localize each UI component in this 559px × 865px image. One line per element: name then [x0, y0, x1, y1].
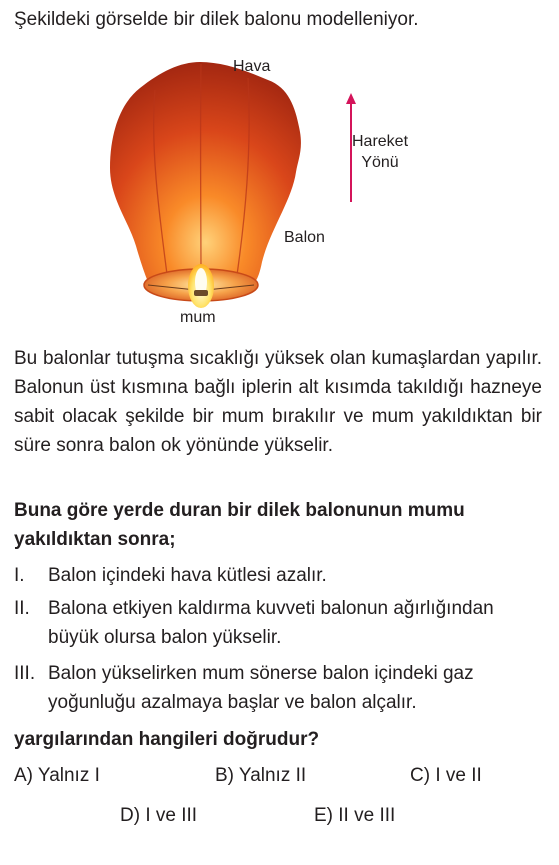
label-direction	[352, 131, 408, 173]
label-direction-line1: Hareket	[352, 133, 409, 150]
label-direction-line2: Yönü	[361, 154, 399, 171]
label-air: Hava	[233, 58, 271, 75]
statement-number: II.	[14, 598, 30, 619]
question-closing: yargılarından hangileri doğrudur?	[14, 729, 320, 750]
question-stem: Buna göre yerde duran bir dilek balonunun mumu yakıldıktan sonra;	[14, 500, 465, 550]
statement-text: Balon yükselirken mum sönerse balon içindeki gaz yoğunluğu azalmaya başlar ve balon alçalır.	[48, 663, 474, 713]
sky-lantern-illustration	[0, 50, 559, 340]
description-paragraph: Bu balonlar tutuşma sıcaklığı yüksek olan kumaşlardan yapılır. Balonun üst kısmına bağlı iplerin alt kısımda takıldığı hazneye sabit olacak şekilde bir mum bırakılır ve mum yakıldıktan bir süre sonra balon ok yönünde yükselir.	[14, 348, 542, 456]
statement-text: Balona etkiyen kaldırma kuvveti balonun ağırlığından büyük olursa balon yükselir.	[48, 598, 494, 648]
statement-number: I.	[14, 565, 25, 586]
balloon-body	[110, 62, 301, 282]
statement-number: III.	[14, 663, 36, 684]
label-balloon: Balon	[284, 229, 325, 246]
statement-text: Balon içindeki hava kütlesi azalır.	[48, 565, 327, 586]
statement-3	[14, 659, 542, 717]
statement-2	[14, 594, 542, 652]
intro-text: Şekildeki görselde bir dilek balonu modelleniyor.	[14, 9, 419, 30]
label-candle: mum	[180, 309, 216, 326]
option-b[interactable]: B) Yalnız II	[215, 765, 307, 786]
statement-1	[14, 561, 542, 590]
balloon-figure	[0, 50, 559, 340]
option-c[interactable]: C) I ve II	[410, 765, 482, 786]
option-e[interactable]: E) II ve III	[314, 805, 396, 826]
option-d[interactable]: D) I ve III	[120, 805, 198, 826]
flame-icon	[188, 264, 214, 308]
option-a[interactable]: A) Yalnız I	[14, 765, 100, 786]
